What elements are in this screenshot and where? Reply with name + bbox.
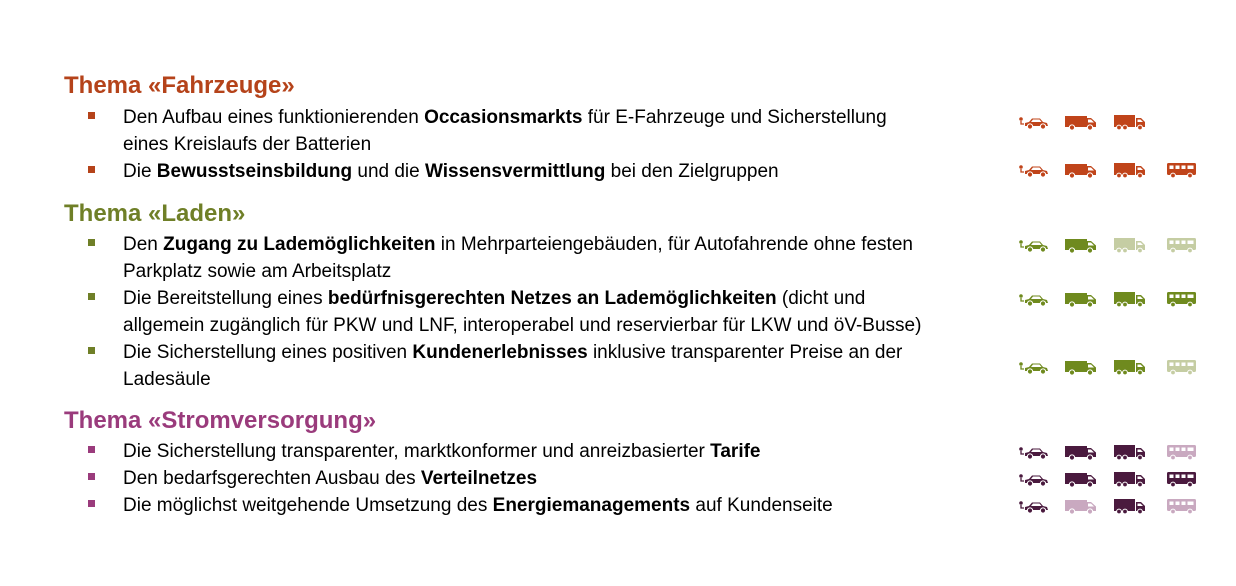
van-icon	[1064, 235, 1100, 255]
bus-icon	[1166, 160, 1202, 180]
emphasis-text: Occasionsmarkts	[424, 107, 583, 128]
text-segment: eines Kreislaufs der Batterien	[123, 134, 372, 155]
text-segment: Den Aufbau eines funktionierenden	[123, 107, 425, 128]
text-segment: Die Sicherstellung eines positiven	[123, 342, 413, 363]
bullet-marker	[88, 473, 95, 480]
text-segment: Parkplatz sowie am Arbeitsplatz	[123, 261, 392, 282]
item-text-line	[123, 104, 1023, 131]
text-segment: Den bedarfsgerechten Ausbau des	[123, 468, 421, 489]
text-segment: Die	[123, 161, 157, 182]
vehicle-icon-row	[1018, 112, 1200, 132]
item-text-line	[123, 312, 1023, 339]
car-icon	[1018, 112, 1054, 132]
text-segment: Die Sicherstellung transparenter, marktkonformer und anreizbasierter	[123, 441, 711, 462]
bus-icon	[1166, 357, 1202, 377]
bus-icon	[1166, 235, 1202, 255]
van-icon	[1064, 160, 1100, 180]
text-segment: bei den Zielgruppen	[605, 161, 779, 182]
van-icon	[1064, 112, 1100, 132]
emphasis-text: Bewusstseinsbildung	[156, 161, 353, 182]
item-text	[123, 104, 1023, 158]
car-icon	[1018, 289, 1054, 309]
vehicle-icon-row	[1018, 160, 1200, 180]
section-title-fahrzeuge: Thema «Fahrzeuge»	[64, 72, 295, 99]
item-text-line	[123, 339, 1023, 366]
text-segment: Den	[123, 234, 164, 255]
vehicle-icon-row	[1018, 235, 1200, 255]
truck-icon	[1113, 496, 1149, 516]
item-text-line	[123, 465, 1023, 492]
truck-icon	[1113, 235, 1149, 255]
item-text	[123, 285, 1023, 339]
emphasis-text: Wissensvermittlung	[425, 161, 606, 182]
text-segment: auf Kundenseite	[690, 495, 833, 516]
van-icon	[1064, 469, 1100, 489]
bus-icon	[1166, 289, 1202, 309]
car-icon	[1018, 160, 1054, 180]
truck-icon	[1113, 357, 1149, 377]
text-segment: Die möglichst weitgehende Umsetzung des	[123, 495, 493, 516]
text-segment: allgemein zugänglich für PKW und LNF, interoperabel und reservierbar für LKW und öV-Busse)	[123, 315, 922, 336]
truck-icon	[1113, 469, 1149, 489]
item-text-line	[123, 285, 1023, 312]
emphasis-text: Kundenerlebnisses	[412, 342, 588, 363]
item-text	[123, 465, 1023, 492]
vehicle-icon-row	[1018, 496, 1200, 516]
bus-icon	[1166, 496, 1202, 516]
text-segment: Ladesäule	[123, 369, 211, 390]
text-segment: und die	[352, 161, 426, 182]
vehicle-icon-row	[1018, 469, 1200, 489]
item-text-line	[123, 131, 1023, 158]
text-segment: inklusive transparenter Preise an der	[587, 342, 903, 363]
bullet-marker	[88, 239, 95, 246]
item-text	[123, 438, 1023, 465]
section-title-laden: Thema «Laden»	[64, 200, 246, 227]
item-text-line	[123, 492, 1023, 519]
emphasis-text: Energiemanagements	[492, 495, 691, 516]
item-text	[123, 231, 1023, 285]
car-icon	[1018, 496, 1054, 516]
text-segment: für E-Fahrzeuge und Sicherstellung	[582, 107, 887, 128]
truck-icon	[1113, 160, 1149, 180]
text-segment: (dicht und	[776, 288, 866, 309]
emphasis-text: bedürfnisgerechten Netzes an Lademöglichkeiten	[327, 288, 777, 309]
bullet-marker	[88, 347, 95, 354]
car-icon	[1018, 469, 1054, 489]
truck-icon	[1113, 442, 1149, 462]
van-icon	[1064, 357, 1100, 377]
van-icon	[1064, 496, 1100, 516]
vehicle-icon-row	[1018, 289, 1200, 309]
item-text-line	[123, 366, 1023, 393]
van-icon	[1064, 289, 1100, 309]
bullet-marker	[88, 112, 95, 119]
car-icon	[1018, 357, 1054, 377]
section-title-stromversorgung: Thema «Stromversorgung»	[64, 407, 377, 434]
item-text	[123, 158, 1023, 185]
car-icon	[1018, 442, 1054, 462]
item-text-line	[123, 258, 1023, 285]
bus-icon	[1166, 469, 1202, 489]
bus-icon	[1166, 442, 1202, 462]
item-text	[123, 339, 1023, 393]
van-icon	[1064, 442, 1100, 462]
vehicle-icon-row	[1018, 357, 1200, 377]
bullet-marker	[88, 166, 95, 173]
emphasis-text: Tarife	[710, 441, 761, 462]
truck-icon	[1113, 289, 1149, 309]
item-text-line	[123, 158, 1023, 185]
item-text-line	[123, 438, 1023, 465]
bullet-marker	[88, 500, 95, 507]
text-segment: Die Bereitstellung eines	[123, 288, 328, 309]
item-text	[123, 492, 1023, 519]
emphasis-text: Zugang zu Lademöglichkeiten	[163, 234, 436, 255]
car-icon	[1018, 235, 1054, 255]
bullet-marker	[88, 293, 95, 300]
vehicle-icon-row	[1018, 442, 1200, 462]
emphasis-text: Verteilnetzes	[420, 468, 538, 489]
bullet-marker	[88, 446, 95, 453]
truck-icon	[1113, 112, 1149, 132]
item-text-line	[123, 231, 1023, 258]
text-segment: in Mehrparteiengebäuden, für Autofahrende ohne festen	[435, 234, 913, 255]
